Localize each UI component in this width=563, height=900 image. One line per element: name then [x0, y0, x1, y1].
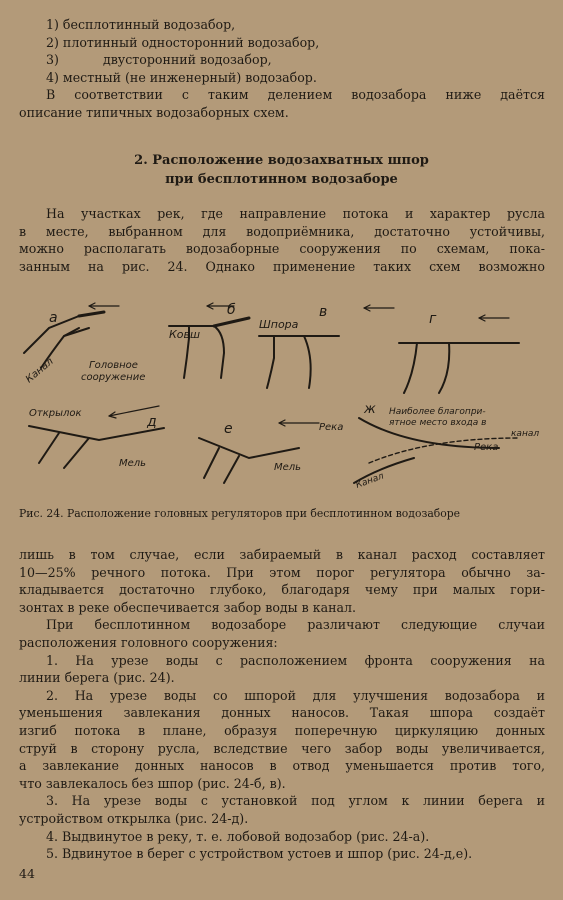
list-item: 1) бесплотинный водозабор,	[46, 17, 236, 32]
paragraph-line: При бесплотинном водозаборе различают следующие случаи	[46, 617, 545, 633]
paragraph-line: На участках рек, где направление потока и характер русла	[46, 206, 545, 221]
label-mel: Мель	[119, 458, 147, 469]
figure-drawing	[19, 298, 549, 496]
list-item-3: 3. На урезе воды с установкой под углом к линии берега и	[46, 793, 545, 809]
heading-line: при бесплотинном водозаборе	[165, 171, 398, 187]
label-reka: Река	[319, 422, 344, 433]
list-item-5: 5. Вдвинутое в берег с устройством устоев и шпор (рис. 24-д,е).	[46, 846, 473, 862]
paragraph-2	[19, 546, 545, 863]
label-golovnoe-1: Головное	[89, 360, 138, 371]
paragraph-line: зонтах в реке обеспечивается забор воды в канал.	[19, 599, 357, 615]
paragraph-1	[19, 205, 545, 275]
paragraph-line: можно располагать водозаборные сооружения по схемам, пока-	[19, 241, 545, 257]
page-number: 44	[19, 866, 35, 881]
label-zh: ж	[364, 402, 376, 417]
list-item-1: 1. На урезе воды с расположением фронта сооружения на	[46, 652, 545, 668]
paragraph-line: 10—25% речного потока. При этом порог регулятора обычно за-	[19, 564, 545, 580]
label-best-3: канал	[511, 429, 540, 439]
figure-24	[19, 298, 549, 496]
label-shpora: Шпора	[259, 318, 299, 331]
paragraph-line: кладывается достаточно глубоко, благодаря чему при малых гори-	[19, 582, 545, 598]
heading-line: 2. Расположение водозахватных шпор	[134, 153, 429, 168]
label-reka-2: Река	[474, 442, 499, 453]
label-golovnoe-2: сооружение	[81, 372, 146, 383]
figure-caption: Рис. 24. Расположение головных регуляторов при бесплотинном водозаборе	[19, 507, 461, 520]
label-a: а	[49, 310, 58, 326]
label-v: в	[319, 304, 328, 320]
label-otkrylok: Открылок	[29, 408, 82, 419]
list-item-2: 2. На урезе воды со шпорой для улучшения водозабора и	[46, 687, 545, 703]
list-top	[19, 16, 545, 122]
list-item: 2) плотинный односторонний водозабор,	[46, 34, 320, 50]
label-e: е	[224, 421, 233, 437]
label-kovsh: Ковш	[169, 328, 201, 341]
label-mel-2: Мель	[274, 462, 302, 473]
list-item-4: 4. Выдвинутое в реку, т. е. лобовой водозабор (рис. 24-а).	[46, 828, 430, 844]
paragraph-line: лишь в том случае, если забираемый в канал расход составляет	[19, 547, 545, 562]
paragraph-line: в месте, выбранном для водоприёмника, достаточно устойчивы,	[19, 223, 545, 239]
list-item: 3) двусторонний водозабор,	[46, 52, 272, 68]
paragraph-line: изгиб потока в плане, образуя поперечную циркуляцию донных	[19, 722, 545, 738]
paragraph-line: расположения головного сооружения:	[19, 634, 278, 650]
paragraph-line: устройством открылка (рис. 24-д).	[19, 810, 249, 826]
label-d: д	[147, 414, 157, 430]
paragraph-line: а завлекание донных наносов в отвод уменьшается против того,	[19, 758, 545, 774]
list-item: 4) местный (не инженерный) водозабор.	[46, 69, 317, 85]
label-kanal: Канал	[23, 356, 56, 386]
label-best-2: ятное место входа в	[389, 418, 487, 428]
label-best-1: Наиболее благопри-	[389, 407, 486, 417]
section-heading	[0, 152, 563, 189]
paragraph-line: струй в сторону русла, вследствие чего забор воды увеличивается,	[19, 740, 545, 756]
paragraph-line: В соответствии с таким делением водозабора ниже даётся	[46, 87, 545, 103]
paragraph-line: занным на рис. 24. Однако применение таких схем возможно	[19, 258, 545, 274]
paragraph-line: описание типичных водозаборных схем.	[19, 104, 289, 120]
label-g: г	[429, 311, 437, 327]
label-kanal-2: Канал	[354, 471, 386, 491]
paragraph-line: что завлекалось без шпор (рис. 24-б, в).	[19, 775, 286, 791]
paragraph-line: уменьшения завлекания донных наносов. Такая шпора создаёт	[19, 705, 545, 721]
label-b: б	[227, 302, 236, 318]
paragraph-line: линии берега (рис. 24).	[19, 670, 175, 686]
